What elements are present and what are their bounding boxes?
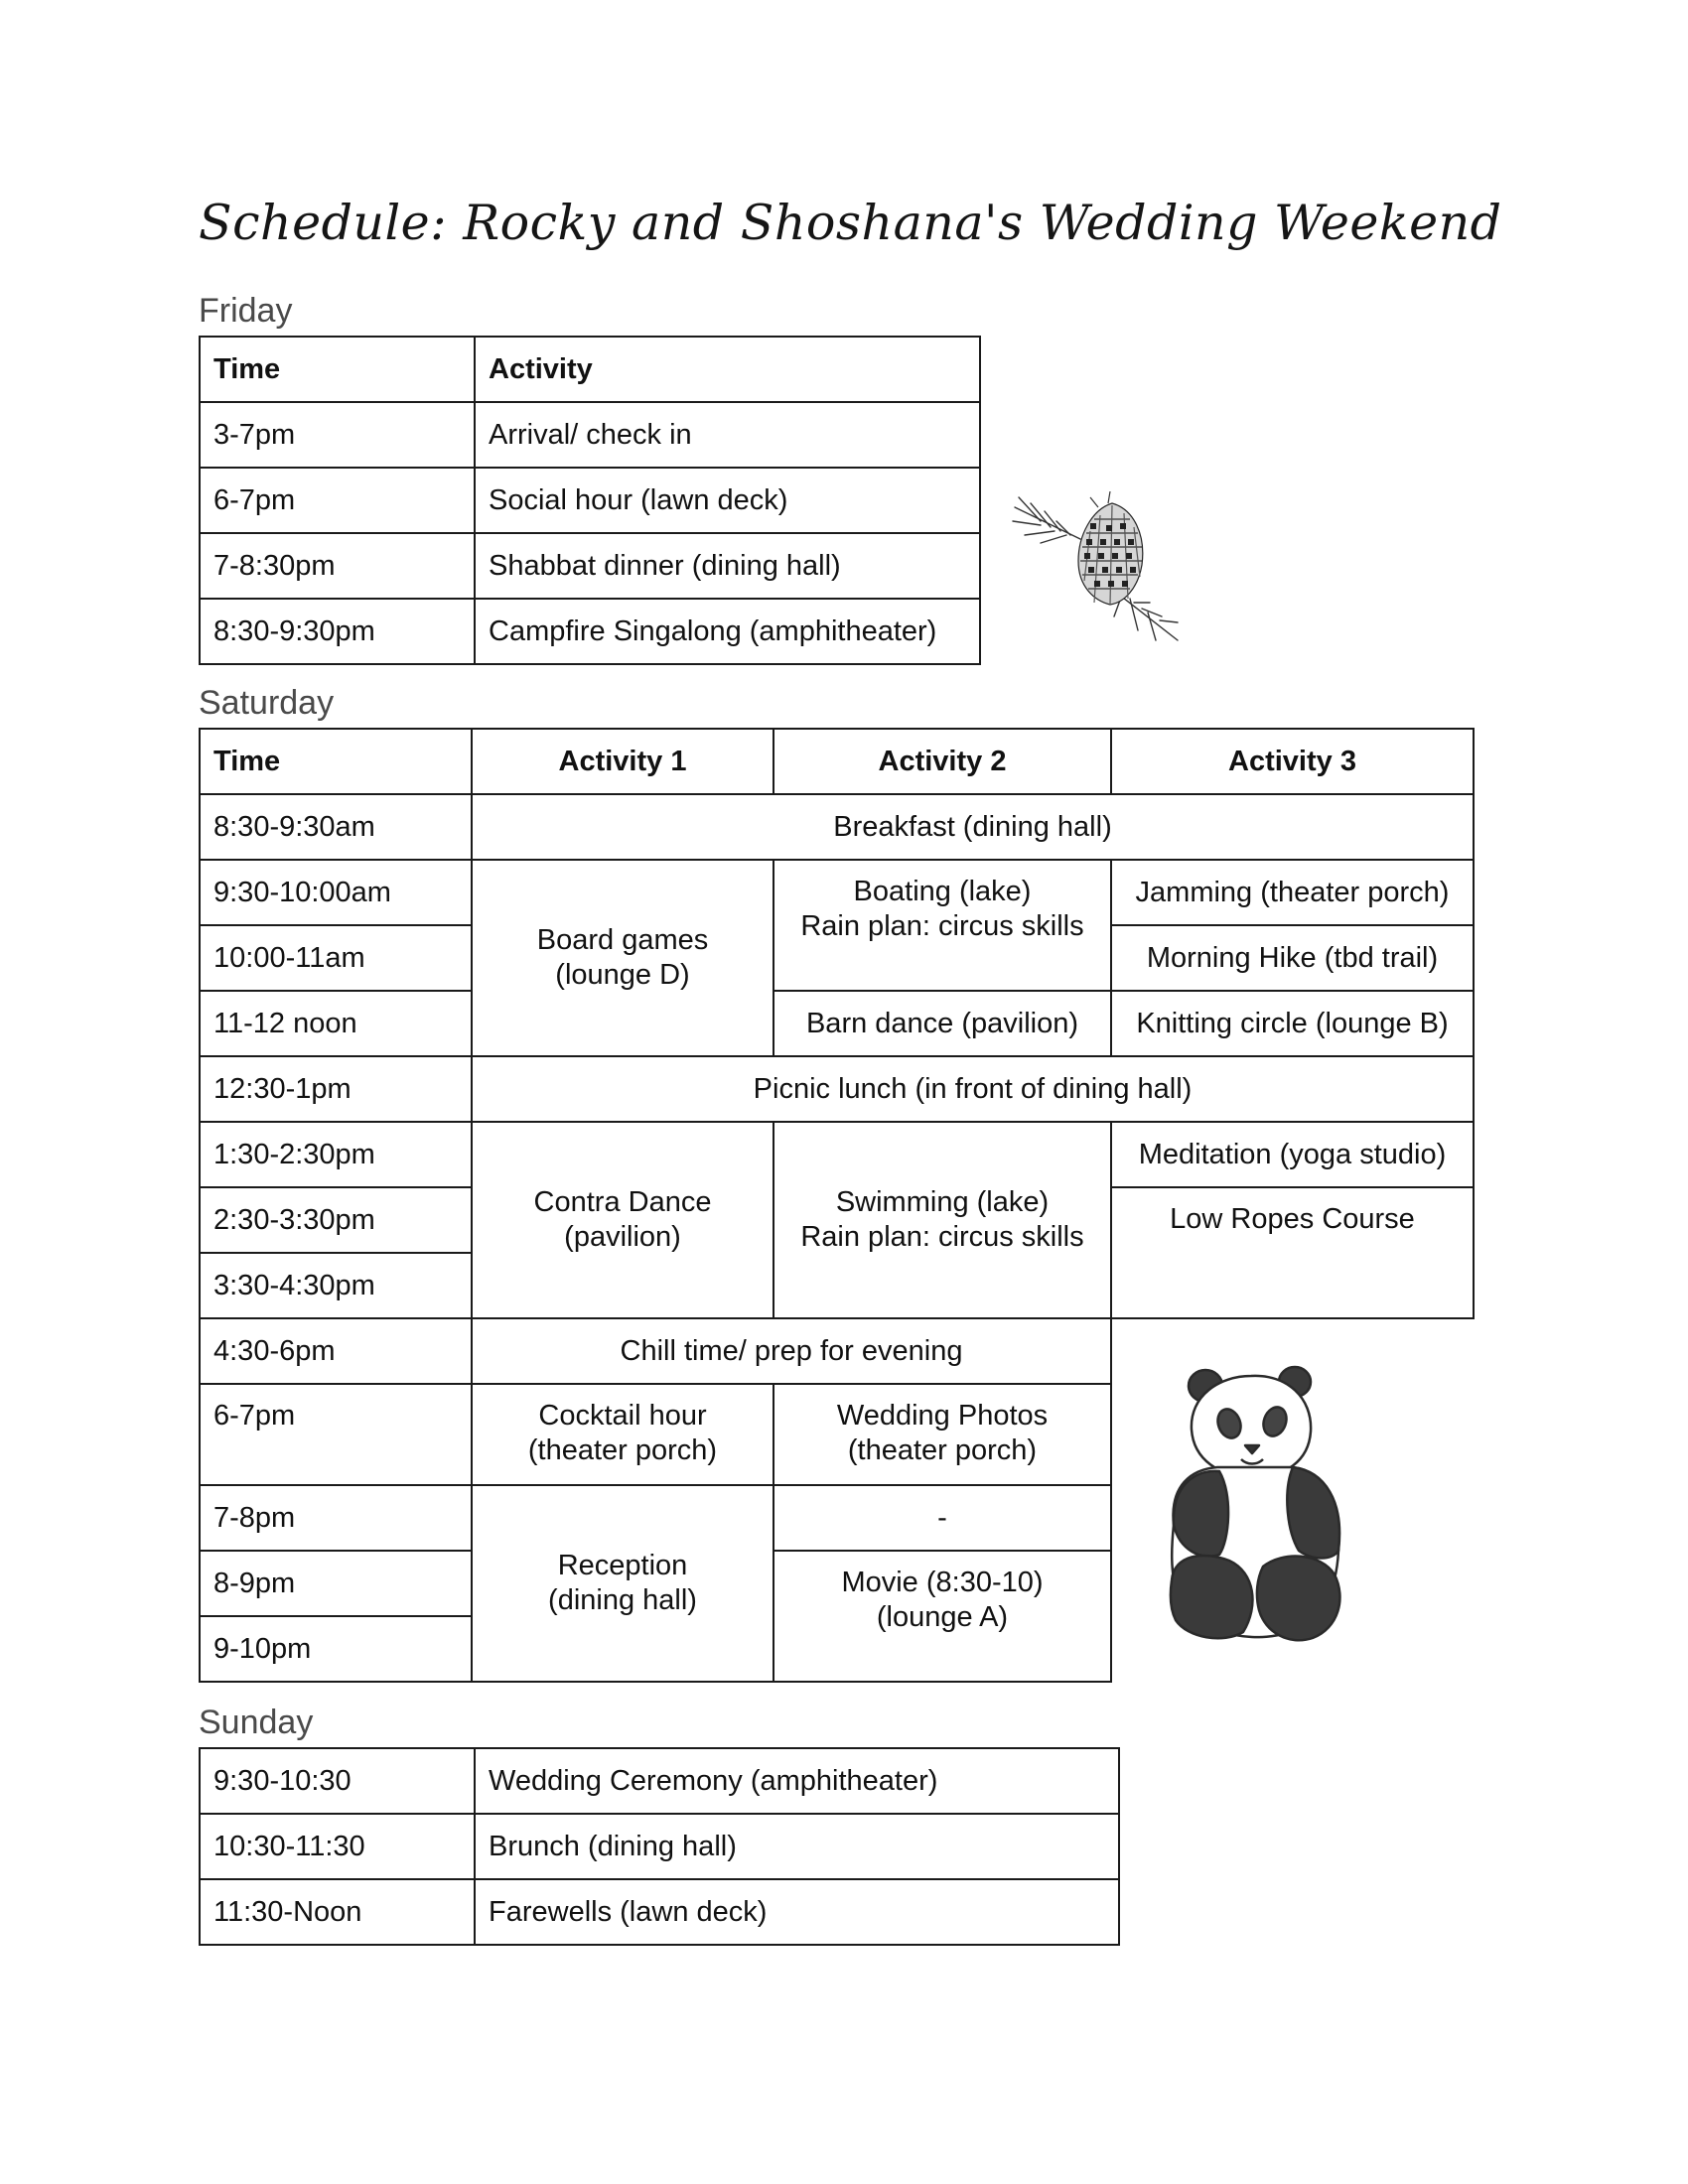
swimming-line-1: Swimming (lake) — [835, 1186, 1050, 1218]
swimming-line-2: Rain plan: circus skills — [800, 1221, 1084, 1253]
panda-illustration — [1164, 1356, 1382, 1654]
column-header-activity-2: Activity 2 — [774, 729, 1111, 794]
time-cell: 9-10pm — [200, 1616, 472, 1682]
sunday-table — [199, 1747, 1120, 1946]
photos-line-2: (theater porch) — [847, 1434, 1038, 1466]
column-header-activity-3: Activity 3 — [1111, 729, 1474, 794]
movie-cell — [774, 1551, 1111, 1682]
dash-cell: - — [774, 1485, 1111, 1551]
table-row — [200, 1122, 1474, 1187]
table-row — [200, 991, 1474, 1056]
activity-cell: Shabbat dinner (dining hall) — [475, 533, 980, 599]
wedding-photos-cell — [774, 1384, 1111, 1485]
breakfast-cell: Breakfast (dining hall) — [472, 794, 1474, 860]
time-cell: 12:30-1pm — [200, 1056, 472, 1122]
activity-cell: Farewells (lawn deck) — [475, 1879, 1119, 1945]
boating-cell — [774, 860, 1111, 991]
activity-cell: Wedding Ceremony (amphitheater) — [475, 1748, 1119, 1814]
table-header-row — [200, 337, 980, 402]
pinecone-illustration — [1011, 491, 1185, 645]
activity-cell: Campfire Singalong (amphitheater) — [475, 599, 980, 664]
boating-line-1: Boating (lake) — [853, 876, 1032, 907]
time-cell: 10:30-11:30 — [200, 1814, 475, 1879]
time-cell: 2:30-3:30pm — [200, 1187, 472, 1253]
activity-cell: Social hour (lawn deck) — [475, 468, 980, 533]
column-header-time: Time — [200, 337, 475, 402]
time-cell: 6-7pm — [200, 468, 475, 533]
time-cell: 11:30-Noon — [200, 1879, 475, 1945]
time-cell: 7-8:30pm — [200, 533, 475, 599]
table-row — [200, 860, 1474, 925]
reception-line-1: Reception — [557, 1550, 688, 1581]
friday-table — [199, 336, 981, 665]
barn-dance-cell: Barn dance (pavilion) — [774, 991, 1111, 1056]
sunday-heading: Sunday — [199, 1704, 314, 1741]
low-ropes-cell: Low Ropes Course — [1111, 1187, 1474, 1318]
time-cell: 6-7pm — [200, 1384, 472, 1485]
cocktail-line-1: Cocktail hour — [538, 1400, 707, 1432]
time-cell: 4:30-6pm — [200, 1318, 472, 1384]
jamming-cell: Jamming (theater porch) — [1111, 860, 1474, 925]
time-cell: 1:30-2:30pm — [200, 1122, 472, 1187]
time-cell: 7-8pm — [200, 1485, 472, 1551]
time-cell: 3-7pm — [200, 402, 475, 468]
movie-line-1: Movie (8:30-10) — [841, 1567, 1044, 1598]
table-row — [200, 1056, 1474, 1122]
table-row — [200, 599, 980, 664]
friday-heading: Friday — [199, 292, 293, 330]
time-cell: 8:30-9:30pm — [200, 599, 475, 664]
board-games-cell — [472, 860, 774, 1056]
table-row — [200, 1879, 1119, 1945]
time-cell: 10:00-11am — [200, 925, 472, 991]
morning-hike-cell: Morning Hike (tbd trail) — [1111, 925, 1474, 991]
table-row — [200, 402, 980, 468]
table-row — [200, 1814, 1119, 1879]
table-header-row — [200, 729, 1474, 794]
chill-time-cell: Chill time/ prep for evening — [472, 1318, 1111, 1384]
table-row — [200, 533, 980, 599]
saturday-heading: Saturday — [199, 684, 335, 722]
page-title: Schedule: Rocky and Shoshana's Wedding Weekend — [199, 195, 1502, 251]
table-row — [200, 468, 980, 533]
reception-cell — [472, 1485, 774, 1682]
reception-line-2: (dining hall) — [548, 1584, 697, 1616]
time-cell: 9:30-10:00am — [200, 860, 472, 925]
time-cell: 9:30-10:30 — [200, 1748, 475, 1814]
swimming-cell — [774, 1122, 1111, 1318]
activity-cell: Brunch (dining hall) — [475, 1814, 1119, 1879]
time-cell: 8:30-9:30am — [200, 794, 472, 860]
boating-line-2: Rain plan: circus skills — [800, 910, 1084, 942]
time-cell: 11-12 noon — [200, 991, 472, 1056]
cocktail-hour-cell — [472, 1384, 774, 1485]
knitting-cell: Knitting circle (lounge B) — [1111, 991, 1474, 1056]
activity-cell: Arrival/ check in — [475, 402, 980, 468]
board-games-line-1: Board games — [536, 924, 709, 956]
table-row — [200, 794, 1474, 860]
contra-dance-line-1: Contra Dance — [533, 1186, 712, 1218]
movie-line-2: (lounge A) — [876, 1601, 1009, 1633]
contra-dance-line-2: (pavilion) — [564, 1221, 681, 1253]
cocktail-line-2: (theater porch) — [527, 1434, 718, 1466]
time-cell: 3:30-4:30pm — [200, 1253, 472, 1318]
column-header-activity: Activity — [475, 337, 980, 402]
table-row — [200, 1748, 1119, 1814]
time-cell: 8-9pm — [200, 1551, 472, 1616]
meditation-cell: Meditation (yoga studio) — [1111, 1122, 1474, 1187]
column-header-time: Time — [200, 729, 472, 794]
picnic-cell: Picnic lunch (in front of dining hall) — [472, 1056, 1474, 1122]
column-header-activity-1: Activity 1 — [472, 729, 774, 794]
board-games-line-2: (lounge D) — [555, 959, 690, 991]
photos-line-1: Wedding Photos — [836, 1400, 1049, 1432]
contra-dance-cell — [472, 1122, 774, 1318]
